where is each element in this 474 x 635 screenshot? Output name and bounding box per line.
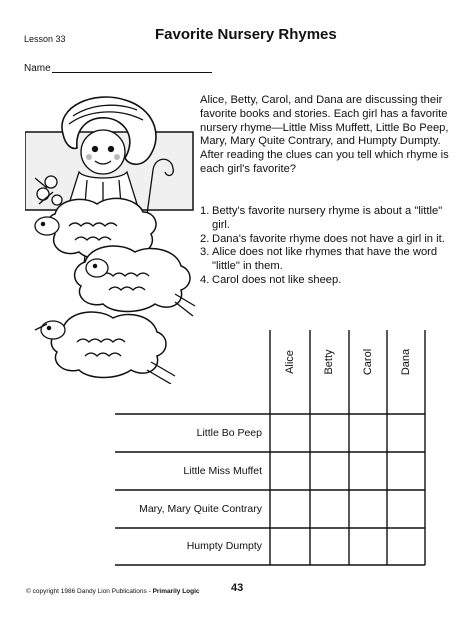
clue-text: Dana's favorite rhyme does not have a girl in it. — [212, 232, 445, 245]
clue-text: Carol does not like sheep. — [212, 273, 342, 286]
clue-number: 3. — [200, 246, 210, 259]
row-header-mary-mary: Mary, Mary Quite Contrary — [139, 503, 262, 515]
clue-text: Alice does not like rhymes that have the word "little" in them. — [212, 246, 438, 273]
clue-text: Betty's favorite nursery rhyme is about a "little" girl. — [212, 205, 443, 231]
column-header-dana: Dana — [400, 348, 412, 376]
column-header-betty: Betty — [323, 349, 335, 375]
copyright-text: © copyright 1986 Dandy Lion Publications - — [26, 588, 153, 595]
copyright-notice — [26, 588, 200, 595]
name-label: Name — [24, 63, 51, 74]
page-number: 43 — [231, 582, 244, 594]
lesson-label: Lesson 33 — [24, 34, 66, 44]
clue-number: 1. — [200, 205, 210, 217]
clue-number: 4. — [200, 273, 210, 286]
book-title: Primarily Logic — [152, 588, 200, 595]
column-header-alice: Alice — [284, 350, 296, 374]
column-header-carol: Carol — [362, 348, 374, 376]
row-header-little-bo-peep: Little Bo Peep — [196, 427, 262, 439]
page-title: Favorite Nursery Rhymes — [155, 26, 337, 43]
clue-number: 2. — [200, 232, 210, 245]
row-header-humpty-dumpty: Humpty Dumpty — [186, 540, 262, 552]
row-header-little-miss-muffet: Little Miss Muffet — [183, 465, 262, 477]
intro-paragraph: Alice, Betty, Carol, and Dana are discussing their favorite books and stories. Each girl has a favorite nursery rhyme—Little Miss Muffett, Little Bo Peep, Mary, Mary Quite Contrary, and Humpty Dumpty. After reading the clues can you tell which rhyme is each girl's favorite? — [200, 94, 449, 175]
